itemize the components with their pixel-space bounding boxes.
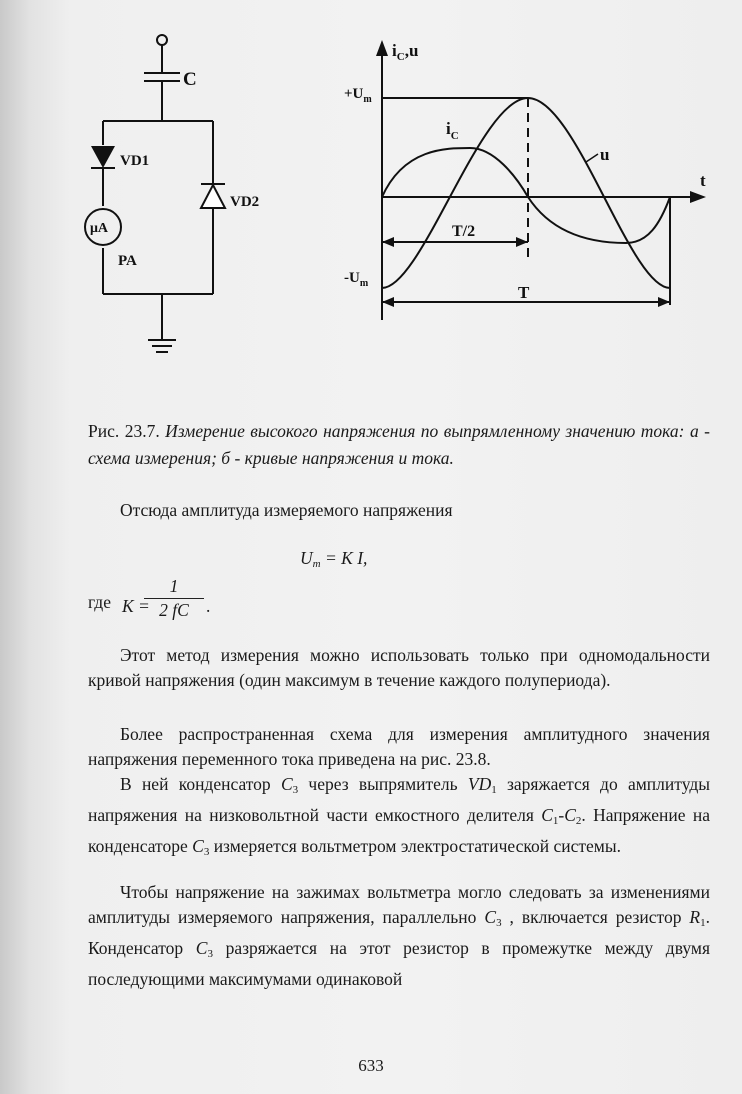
voltage-curve-label: u <box>600 145 610 164</box>
figure-caption <box>88 418 710 472</box>
x-axis-arrow <box>690 191 706 203</box>
where-word: где <box>88 592 111 612</box>
paragraph-1: Отсюда амплитуда измеряемого напряжения <box>120 500 453 520</box>
x-axis-label: t <box>700 171 706 190</box>
waveform-graph <box>330 30 720 330</box>
circuit-diagram <box>70 28 310 368</box>
caption-prefix: Рис. 23.7. <box>88 421 166 441</box>
minus-um-label: $-U_m$ <box>344 270 369 289</box>
y-axis-arrow <box>376 40 388 56</box>
formula-k-tail: . <box>206 596 211 616</box>
formula-k: K = <box>122 596 150 616</box>
paragraph-4: В ней конденсатор $C_3$ через выпрямитель $VD_1$ заряжается до амплитуды напряжения на низковольтной части емкостного делителя $C_1-C_2$. Напряжение на конденсаторе $C_3$ измеряется вольтметром электростатической системы. <box>88 774 710 858</box>
diode-vd1-symbol <box>91 146 115 168</box>
current-curve-label: $i_C$ <box>446 119 459 142</box>
half-period-label: T/2 <box>452 223 476 240</box>
caption-text: Измерение высокого напряжения по выпрямленному значению тока: а - схема измерения; б - кривые напряжения и тока. <box>88 421 710 468</box>
plus-um-label: $+U_m$ <box>344 86 372 105</box>
meter-name-label: PA <box>118 253 137 269</box>
curve-current-ic <box>382 148 670 243</box>
y-axis-label: $i_C,u$ <box>392 41 419 63</box>
page-number: 633 <box>358 1056 384 1075</box>
formula-k-fraction: $\frac{1}{2 fC}$ <box>144 576 204 621</box>
diode-vd2-symbol <box>201 185 225 208</box>
period-label: T <box>518 283 530 302</box>
diode-vd1-label: VD1 <box>120 153 150 169</box>
capacitor-label: C <box>183 69 197 90</box>
formula-um: $U_m = K$ I, <box>300 548 368 570</box>
paragraph-2: Этот метод измерения можно использовать только при одномодальности кривой напряжения (один максимум в течение каждого полупериода). <box>88 645 710 690</box>
diode-vd2-label: VD2 <box>230 194 260 210</box>
paragraph-5: Чтобы напряжение на зажимах вольтметра могло следовать за изменениями амплитуды измеряемого напряжения, параллельно $C_3$ , включается резистор $R_1$. Конденсатор $C_3$ разряжается на этот резистор в промежутке между двумя последующими максимумами одинаковой <box>88 882 710 989</box>
paragraph-3: Более распространенная схема для измерения амплитудного значения напряжения переменного тока приведена на рис. 23.8. <box>88 724 710 769</box>
meter-symbol-label: μA <box>90 221 109 236</box>
